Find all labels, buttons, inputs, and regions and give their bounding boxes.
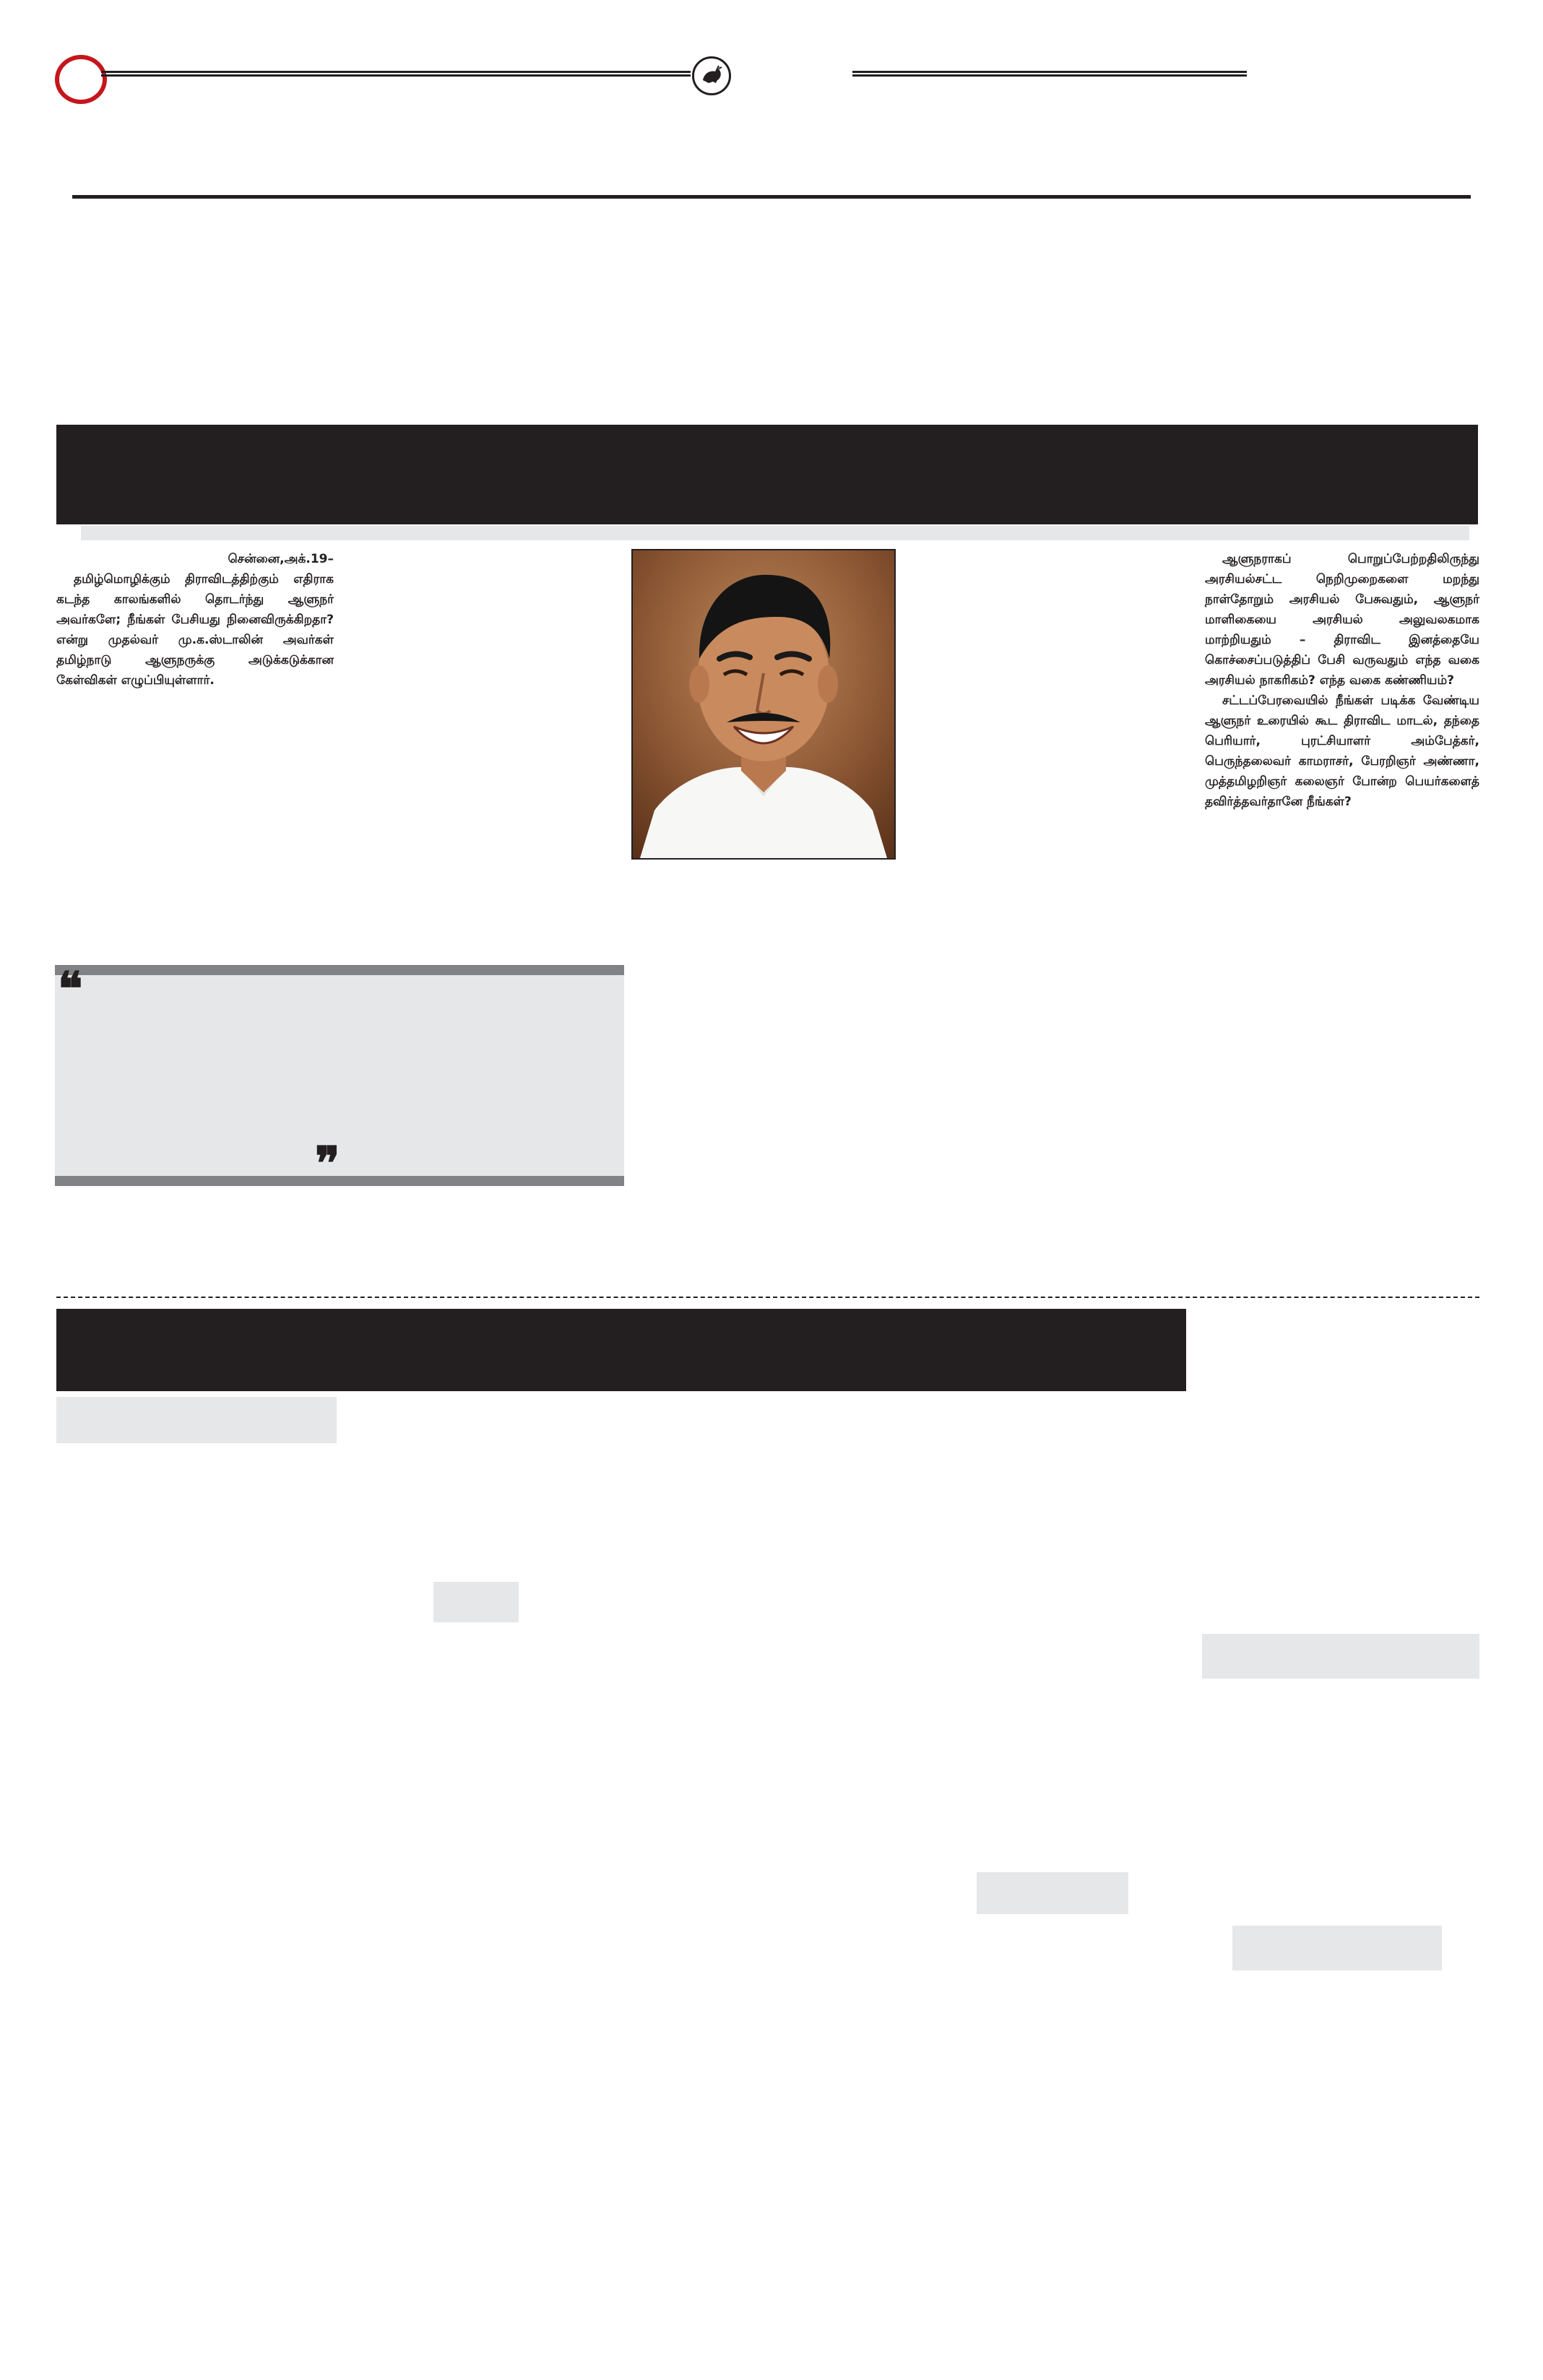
second-headline-banner (56, 1309, 1186, 1391)
header-rule-right (852, 71, 1247, 77)
pull-quote-top-bar (55, 965, 624, 975)
inline-highlight (977, 1872, 1128, 1914)
story-paragraph: ஆளுநராகப் பொறுப்பேற்றதிலிருந்து அரசியல்சட்ட நெறிமுறைகளை மறந்து நாள்தோறும் அரசியல் பேசுவதும், ஆளுநர் மாளிகையை அரசியல் அலுவலகமாக மாற்றியதும் – திராவிட இனத்தையே கொச்சைப்படுத்திப் பேசி வருவதும் எந்த வகை அரசியல் நாகரிகம்? எந்த வகை கண்ணியம்? (1205, 552, 1479, 688)
dateline: சென்னை,அக்.19– (228, 552, 334, 566)
story-right-column (1205, 549, 1479, 812)
story-paragraph: சட்டப்பேரவையில் நீங்கள் படிக்க வேண்டிய ஆளுநர் உரையில் கூட திராவிட மாடல், தந்தை பெரியார், புரட்சியாளர் அம்பேத்கர், பெருந்தலைவர் காமராசர், பேரறிஞர் அண்ணா, முத்தமிழறிஞர் கலைஞர் போன்ற பெயர்களைத் தவிர்த்தவர்தானே நீங்கள்? (1205, 693, 1479, 809)
inline-highlight (433, 1582, 519, 1622)
header-rule-left (101, 71, 691, 77)
portrait-photo-icon (631, 549, 896, 860)
close-quote-icon: ❞ (315, 1137, 340, 1191)
second-subheadline-strip (56, 1397, 337, 1443)
masthead-rule (72, 195, 1471, 199)
inline-highlight (1202, 1634, 1479, 1679)
story-intro: தமிழ்மொழிக்கும் திராவிடத்திற்கும் எதிராக கடந்த காலங்களில் தொடர்ந்து ஆளுநர் அவர்களே; நீங்கள் பேசியது நினைவிருக்கிறதா? என்று முதல்வர் மு.க.ஸ்டாலின் அவர்கள் தமிழ்நாடு ஆளுநருக்கு அடுக்கடுக்கான கேள்விகள் எழுப்பியுள்ளார். (56, 572, 334, 688)
red-circle-icon (55, 55, 107, 104)
headline-banner (56, 425, 1478, 524)
subheadline-strip (81, 526, 1469, 540)
open-quote-icon: ❝ (58, 962, 83, 1016)
story-left-column (56, 549, 334, 691)
bull-emblem-icon (692, 56, 731, 95)
section-divider (56, 1297, 1479, 1298)
inline-highlight (1232, 1926, 1442, 1970)
